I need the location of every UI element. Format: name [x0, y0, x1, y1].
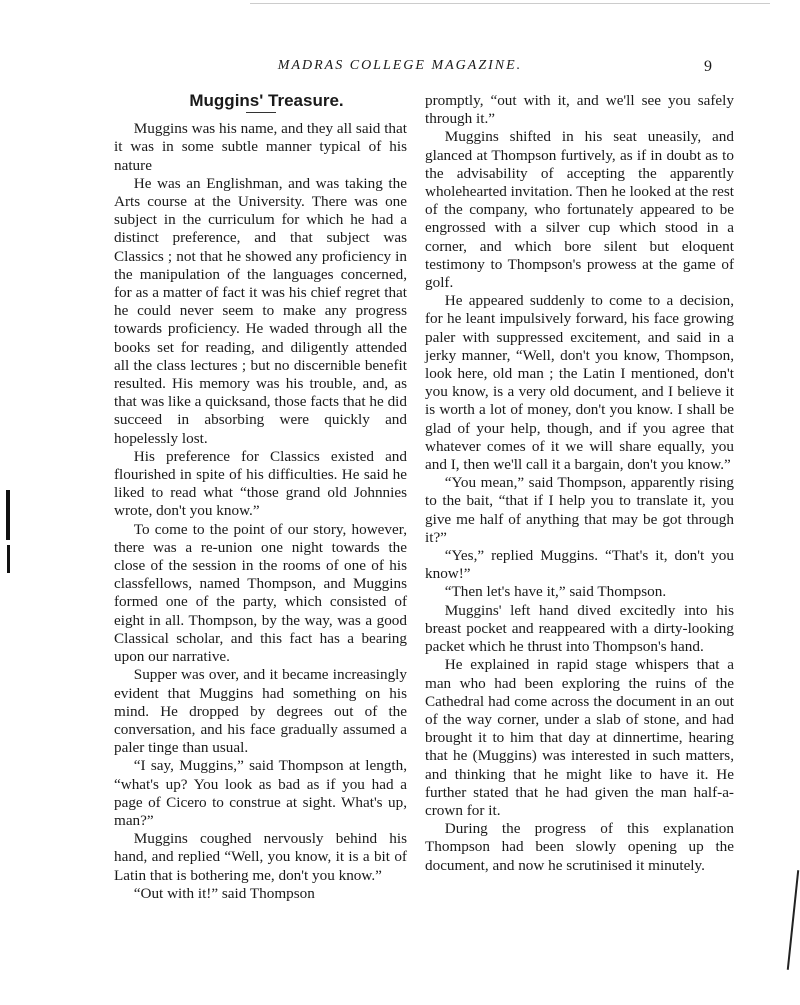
running-head: MADRAS COLLEGE MAGAZINE. — [277, 58, 523, 73]
paragraph: He appeared suddenly to come to a decision, for he leant impulsively forward, his face growing paler with suppressed excitement, and said in a jerky manner, “Well, don't you know, Thompson, look here, old man ; the Latin I mentioned, don't you know, is a very old document, and I believe it is worth a lot of money, don't you know. I shall be glad of your help, though, and if you agree that whatever comes of it we will share equally, you and I, then we'll call it a bargain, don't you know.” — [425, 292, 734, 474]
paragraph: Muggins' left hand dived excitedly into his breast pocket and reappeared with a dirty-looking packet which he thrust into Thompson's hand. — [425, 601, 734, 656]
paragraph: “You mean,” said Thompson, apparently rising to the bait, “that if I help you to translate it, you give me half of anything that may be got through it?” — [425, 474, 734, 546]
paragraph: Muggins coughed nervously behind his hand, and replied “Well, you know, it is a bit of Latin that is bothering me, don't you know.” — [114, 830, 407, 884]
paragraph-continuation: promptly, “out with it, and we'll see you safely through it.” — [425, 92, 734, 128]
left-column — [114, 92, 407, 903]
paragraph: “Yes,” replied Muggins. “That's it, don't you know!” — [425, 547, 734, 583]
paragraph: “Out with it!” said Thompson — [133, 884, 315, 902]
page-edge-line — [787, 870, 799, 970]
right-column — [425, 92, 734, 875]
page-number: 9 — [704, 58, 712, 75]
paragraph: Supper was over, and it became increasingly evident that Muggins had something on his mind. He dropped by degrees out of the conversation, and his face gradually assumed a paler tinge than usual. — [114, 666, 407, 757]
paragraph: To come to the point of our story, however, there was a re-union one night towards the close of the session in the rooms of one of his classfellows, named Thompson, and Muggins formed one of the party, which consisted of eight in all. Thompson, by the way, was a good Classical scholar, and this fact has a bearing upon our narrative. — [114, 520, 407, 666]
paragraph: Muggins was his name, and they all said that it was in some subtle manner typical of his nature — [114, 120, 407, 174]
binding-mark — [7, 545, 10, 573]
paragraph: He was an Englishman, and was taking the Arts course at the University. There was one subject in the curriculum for which he had a distinct preference, and that subject was Classics ; not that he showed any proficiency in the manipulation of the languages concerned, for as a matter of fact it was his chief regret that he could never seem to make any progress towards proficiency. He waded through all the books set for reading, and diligently attended all the class lectures ; but no discernible benefit resulted. His memory was his trouble, and, as that was like a quicksand, those facts that he did succeed in absorbing were quickly and hopelessly lost. — [114, 174, 407, 447]
binding-mark — [6, 490, 10, 540]
paragraph: “Then let's have it,” said Thompson. — [444, 583, 667, 601]
paragraph: His preference for Classics existed and flourished in spite of his difficulties. He said he liked to read what “those grand old Johnnies wrote, don't you know.” — [114, 447, 407, 520]
paragraph: “I say, Muggins,” said Thompson at length, “what's up? You look as bad as if you had a page of Cicero to construe at sight. What's up, man?” — [114, 757, 407, 829]
article-title: Muggins' Treasure. — [189, 91, 344, 110]
title-rule — [246, 112, 276, 113]
paragraph: He explained in rapid stage whispers that a man who had been exploring the ruins of the Cathedral had come across the document in an out of the way corner, under a slab of stone, and had brought it to him that day at dinnertime, hearing that he (Muggins) was interested in such matters, and thinking that he might like to have it. He further stated that he had given the man half-a-crown for it. — [425, 656, 734, 819]
page-edge-line — [250, 3, 770, 4]
paragraph: During the progress of this explanation Thompson had been slowly opening up the document, and now he scrutinised it minutely. — [425, 820, 734, 874]
paragraph: Muggins shifted in his seat uneasily, and glanced at Thompson furtively, as if in doubt as to the advisability of accepting the apparently wholehearted invitation. Then he looked at the rest of the company, who fortunately appeared to be engrossed with a silver cup which stood in a corner, and which bore silent but eloquent testimony to Thompson's prowess at the game of golf. — [425, 128, 734, 292]
